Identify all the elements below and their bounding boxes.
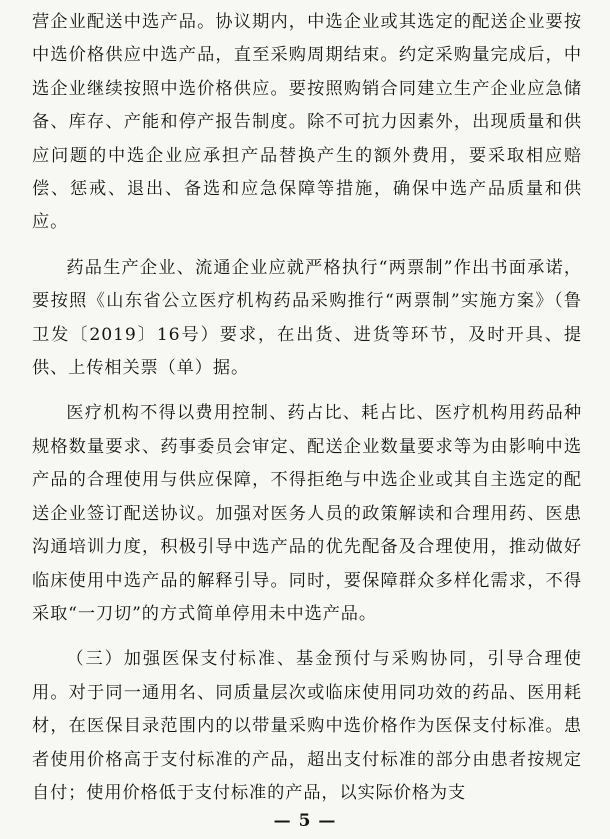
paragraph-medical-institutions: 医疗机构不得以费用控制、药占比、耗占比、医疗机构用药品种规格数量要求、药事委员会审定、配送企业数量要求等为由影响中选产品的合理使用与供应保障，不得拒绝与中选企业或其自主选定的配送企业签订配送协议。加强对医务人员的政策解读和合理用药、医患沟通培训力度，积极引导中选产品的优先配备及合理使用，推动做好临床使用中选产品的解释引导。同时，要保障群众多样化需求，不得采取“一刀切”的方式简单停用未中选产品。 — [32, 403, 582, 624]
page-number: — 5 — — [273, 811, 337, 831]
paragraph-supply-obligations: 营企业配送中选产品。协议期内，中选企业或其选定的配送企业要按中选价格供应中选产品，直至采购周期结束。约定采购量完成后，中选企业继续按照中选价格供应。要按照购销合同建立生产企业应急储备、库存、产能和停产报告制度。除不可抗力因素外，出现质量和供应问题的中选企业应承担产品替换产生的额外费用，要采取相应赔偿、惩戒、退出、备选和应急保障等措施，确保中选产品质量和供应。 — [32, 12, 582, 233]
paragraph-two-invoice-system: 药品生产企业、流通企业应就严格执行“两票制”作出书面承诺，要按照《山东省公立医疗机构药品采购推行“两票制”实施方案》（鲁卫发〔2019〕16号）要求，在出货、进货等环节，及时开具、提供、上传相关票（单）据。 — [32, 257, 582, 379]
paragraph-section-three-insurance: （三）加强医保支付标准、基金预付与采购协同，引导合理使用。对于同一通用名、同质量层次或临床使用同功效的药品、医用耗材，在医保目录范围内的以带量采购中选价格作为医保支付标准。患者使用价格高于支付标准的产品，超出支付标准的部分由患者按规定自付；使用价格低于支付标准的产品，以实际价格为支 — [32, 649, 582, 803]
